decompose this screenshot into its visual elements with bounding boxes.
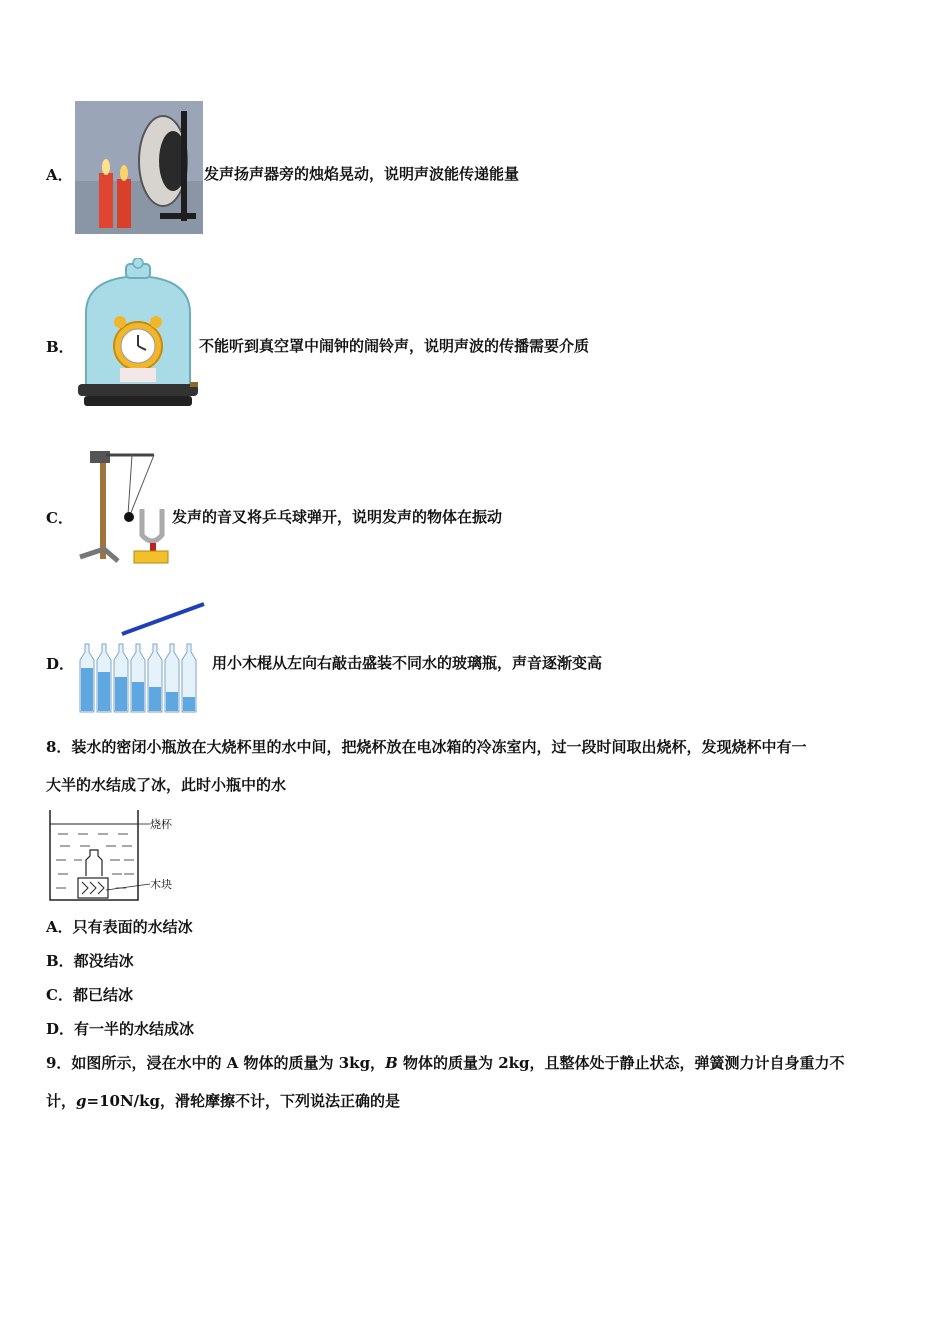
beaker-figure	[46, 808, 186, 904]
q9-line1-b-italic: B	[385, 1054, 398, 1072]
option-a-label: A．	[46, 166, 73, 184]
q8-option-a: A．只有表面的水结冰	[46, 918, 193, 936]
option-a-text: 发声扬声器旁的烛焰晃动，说明声波能传递能量	[204, 165, 520, 183]
q9-stem-line1	[46, 1053, 845, 1073]
speaker-candle-image	[75, 101, 203, 234]
q9-stem-line2	[46, 1091, 400, 1111]
option-d-label: D．	[46, 655, 75, 673]
option-c-text: 发声的音叉将乒乓球弹开，说明发声的物体在振动	[172, 508, 503, 526]
q9-line2-g-italic: g	[76, 1092, 87, 1110]
q8-option-d: D．有一半的水结成冰	[46, 1020, 195, 1038]
bell-jar-clock-image	[78, 258, 198, 410]
option-b-text-visible: 不能听到真空罩中闹钟的闹铃声，说明声波的传播需要介质	[199, 337, 590, 355]
tuning-fork-ball-image	[76, 445, 172, 570]
q9-line1-part-a: 9．如图所示，浸在水中的 A 物体的质量为 3kg，	[46, 1054, 386, 1072]
q8-option-c: C．都已结冰	[46, 986, 133, 1004]
q9-line2-part-b: =10N/kg，滑轮摩擦不计，下列说法正确的是	[86, 1092, 401, 1110]
q8-stem-line1: 8．装水的密闭小瓶放在大烧杯里的水中间，把烧杯放在电冰箱的冷冻室内，过一段时间取出烧杯，发现烧杯中有一	[46, 738, 807, 756]
beaker-label: 烧杯	[150, 818, 172, 831]
q8-stem-line2: 大半的水结成了冰，此时小瓶中的水	[46, 776, 287, 794]
option-d-text: 用小木棍从左向右敲击盛装不同水的玻璃瓶，声音逐渐变高	[212, 654, 603, 672]
q9-line2-part-a: 计，	[46, 1092, 77, 1110]
option-c-label: C．	[46, 509, 73, 527]
q9-line1-part-c: 物体的质量为 2kg，且整体处于静止状态，弹簧测力计自身重力不	[397, 1054, 845, 1072]
wood-block-label: 木块	[150, 878, 172, 891]
option-b-label: B．	[46, 338, 74, 356]
q8-option-b: B．都没结冰	[46, 952, 134, 970]
glass-bottles-image	[76, 600, 210, 716]
